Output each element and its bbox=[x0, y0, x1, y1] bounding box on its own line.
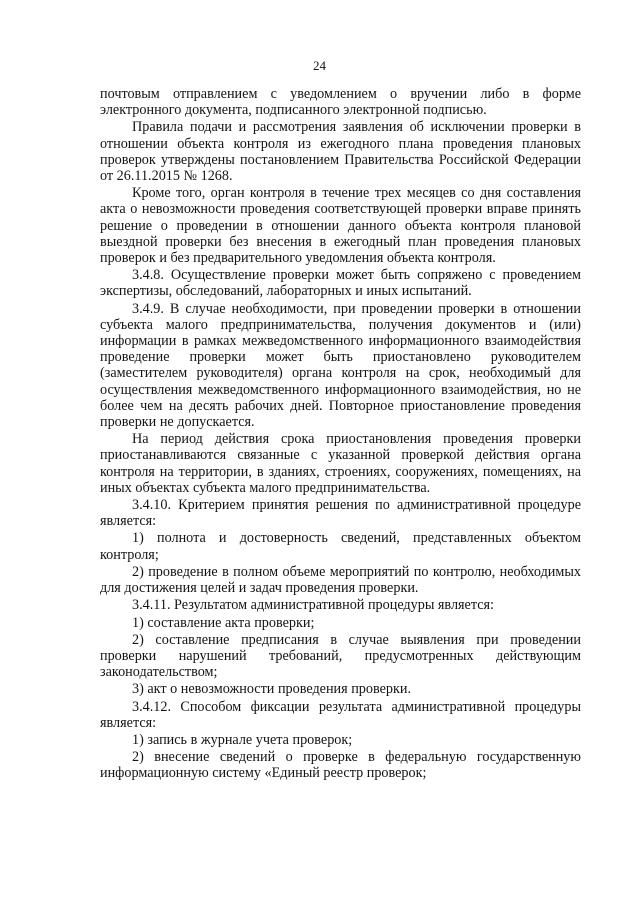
paragraph: На период действия срока приостановления проведения проверки приостанавливаются связанные с указанной проверкой действия органа контроля на территории, в зданиях, строениях, сооружениях, помещениях, на иных объектах субъекта малого предпринимательства. bbox=[100, 431, 581, 496]
paragraph: 3.4.10. Критерием принятия решения по административной процедуре является: bbox=[100, 497, 581, 530]
paragraph: Кроме того, орган контроля в течение трех месяцев со дня составления акта о невозможности проведения соответствующей проверки вправе принять решение о проведении в отношении данного объекта контроля плановой выездной проверки без внесения в ежегодный план проведения плановых проверок и без предварительного уведомления объекта контроля. bbox=[100, 185, 581, 267]
document-body bbox=[100, 86, 581, 782]
paragraph: Правила подачи и рассмотрения заявления об исключении проверки в отношении объекта контроля из ежегодного плана проведения плановых проверок утверждены постановлением Правительства Российской Федерации от 26.11.2015 № 1268. bbox=[100, 119, 581, 185]
list-item: 1) запись в журнале учета проверок; bbox=[132, 731, 353, 748]
paragraph: почтовым отправлением с уведомлением о вручении либо в форме электронного документа, подписанного электронной подписью. bbox=[100, 86, 581, 119]
page-number: 24 bbox=[313, 58, 326, 73]
paragraph: 3.4.8. Осуществление проверки может быть сопряжено с проведением экспертизы, обследований, лабораторных и иных испытаний. bbox=[100, 267, 581, 300]
list-item: 2) проведение в полном объеме мероприятий по контролю, необходимых для достижения целей и задач проведения проверки. bbox=[100, 563, 581, 597]
list-item: 2) составление предписания в случае выявления при проведении проверки нарушений требований, предусмотренных действующим законодательством; bbox=[100, 631, 581, 681]
list-item: 3) акт о невозможности проведения проверки. bbox=[132, 681, 412, 698]
paragraph: 3.4.12. Способом фиксации результата административной процедуры является: bbox=[100, 698, 581, 731]
list-item: 2) внесение сведений о проверке в федеральную государственную информационную систему «Единый реестр проверок; bbox=[100, 749, 581, 782]
list-item: 1) полнота и достоверность сведений, представленных объектом контроля; bbox=[100, 530, 581, 563]
paragraph: 3.4.9. В случае необходимости, при проведении проверки в отношении субъекта малого предпринимательства, получения документов и (или) информации в рамках межведомственного информационного взаимодействия проведение проверки может быть приостановлено руководителем (заместителем руководителя) органа контроля на срок, необходимый для осуществления межведомственного информационного взаимодействия, но не более чем на десять рабочих дней. Повторное приостановление проведения проверки не допускается. bbox=[100, 300, 581, 431]
paragraph: 3.4.11. Результатом административной процедуры является: bbox=[132, 597, 494, 614]
list-item: 1) составление акта проверки; bbox=[132, 614, 315, 631]
